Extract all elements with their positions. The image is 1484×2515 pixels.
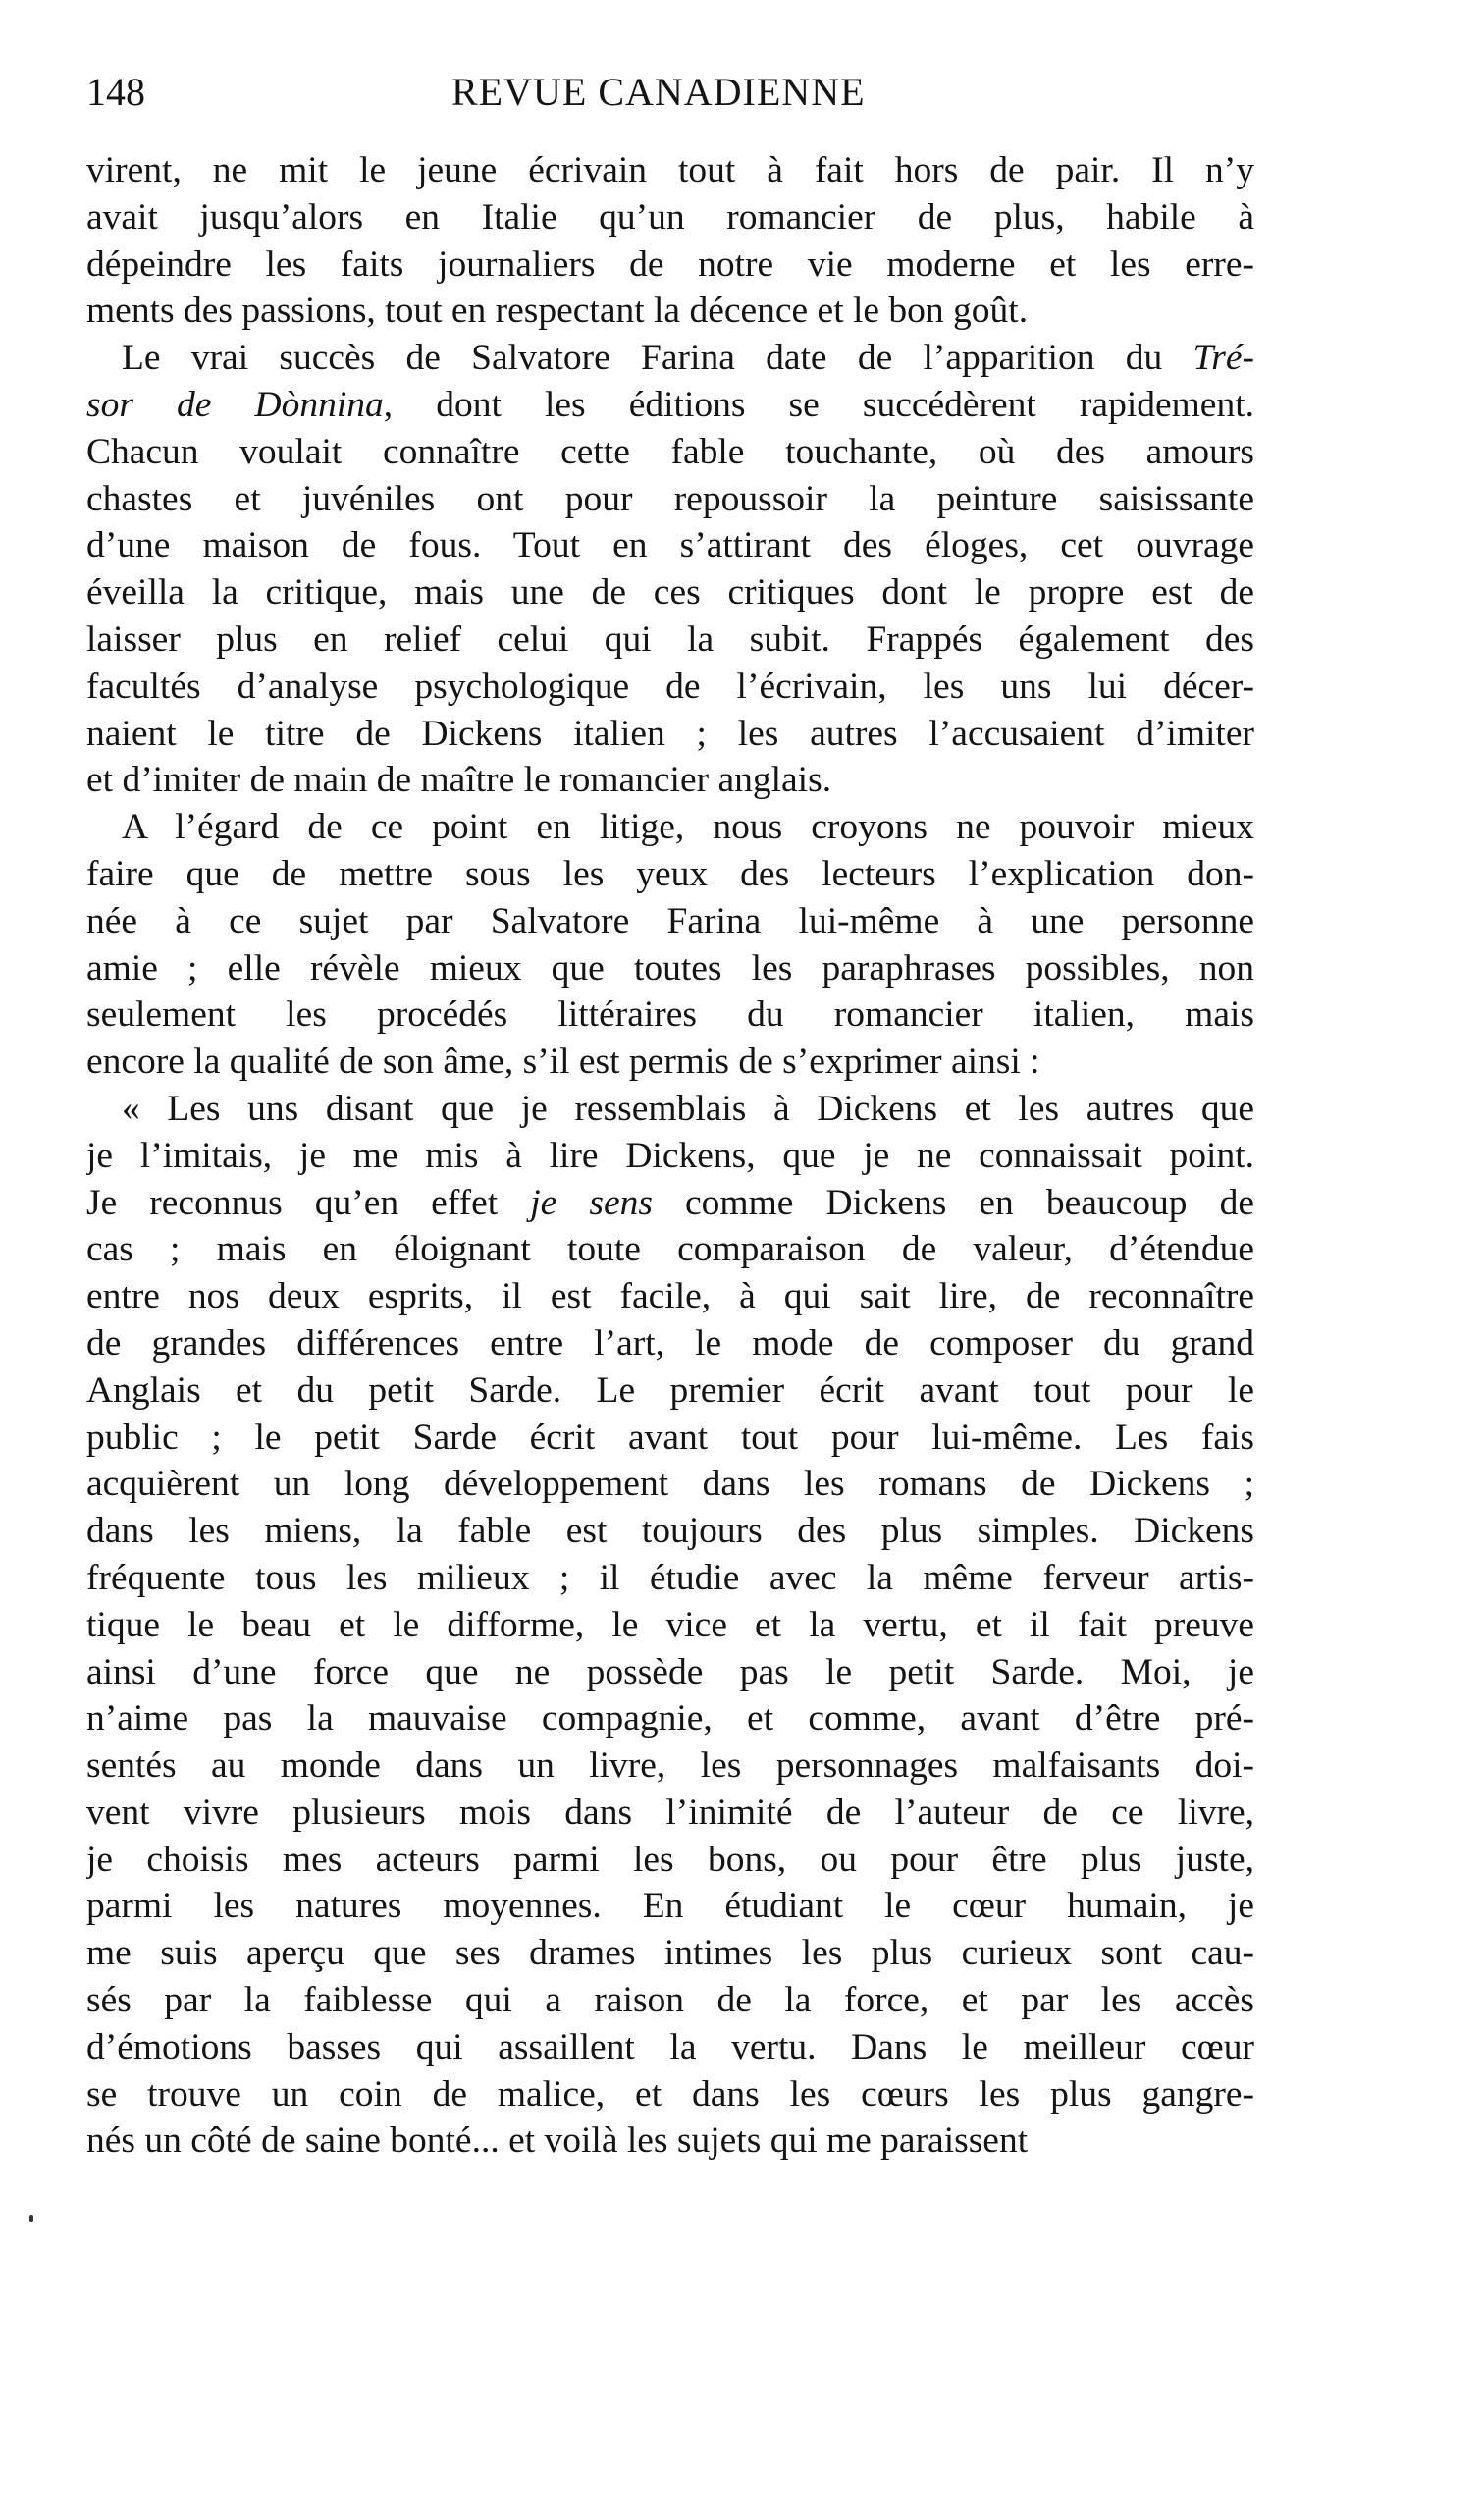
text-line [86,1742,1254,1790]
text-segment: et d’imiter de main de maître le romancier anglais. [86,760,832,801]
paragraph [86,147,1254,335]
italic-text: sor de Dònnina [86,384,384,425]
paragraph [86,335,1254,804]
text-line [86,1461,1254,1508]
text-line [86,991,1254,1039]
text-line [86,1039,1254,1086]
text-segment: née à ce sujet par Salvatore Farina lui-même à une personne [86,900,1254,941]
text-line [86,1790,1254,1837]
text-line [86,382,1254,429]
text-segment: naient le titre de Dickens italien ; les autres l’accusaient d’imiter [86,713,1254,754]
text-line [86,1086,1254,1133]
text-line [86,147,1254,194]
text-line [86,1837,1254,1884]
text-segment: seulement les procédés littéraires du romancier italien, mais [86,994,1254,1036]
text-line [86,757,1254,804]
text-segment: vent vivre plusieurs mois dans l’inimité de l’auteur de ce livre, [86,1792,1254,1833]
text-segment: tique le beau et le difforme, le vice et la vertu, et il fait preuve [86,1604,1254,1645]
text-line [86,1649,1254,1696]
text-segment: d’une maison de fous. Tout en s’attirant des éloges, cet ouvrage [86,525,1254,566]
text-line [86,1415,1254,1462]
text-segment: virent, ne mit le jeune écrivain tout à fait hors de pair. Il n’y [86,150,1254,190]
text-segment: Le vrai succès de Salvatore Farina date de l’apparition du [122,338,1193,379]
text-segment: me suis aperçu que ses drames intimes les plus curieux sont cau- [86,1933,1254,1974]
text-segment: encore la qualité de son âme, s’il est permis de s’exprimer ainsi : [86,1042,1040,1083]
text-segment: éveilla la critique, mais une de ces critiques dont le propre est de [86,572,1254,614]
text-segment: , dont les éditions se succédèrent rapidement. [383,384,1254,425]
text-line [86,1508,1254,1555]
text-line [86,241,1254,289]
text-segment: nés un côté de saine bonté... et voilà les sujets qui me paraissent [86,2120,1029,2162]
text-line [86,194,1254,241]
text-line [86,476,1254,523]
text-segment: dans les miens, la fable est toujours des plus simples. Dickens [86,1511,1254,1552]
text-segment: parmi les natures moyennes. En étudiant le cœur humain, je [86,1886,1254,1927]
text-line [86,429,1254,476]
text-line [86,851,1254,898]
text-segment: Anglais et du petit Sarde. Le premier écrit avant tout pour le [86,1369,1254,1411]
text-segment: avait jusqu’alors en Italie qu’un romancier de plus, habile à [86,196,1254,238]
text-segment: amie ; elle révèle mieux que toutes les paraphrases possibles, non [86,947,1254,989]
text-segment: sentés au monde dans un livre, les personnages malfaisants doi- [86,1745,1254,1787]
text-segment: sés par la faiblesse qui a raison de la force, et par les accès [86,1980,1254,2021]
text-line [86,335,1254,382]
text-line [86,1883,1254,1930]
text-segment: comme Dickens en beaucoup de [652,1182,1254,1223]
text-line [86,1320,1254,1367]
text-segment: ainsi d’une force que ne possède pas le petit Sarde. Moi, je [86,1651,1254,1692]
text-line [86,945,1254,992]
text-segment: facultés d’analyse psychologique de l’écrivain, les uns lui décer- [86,666,1254,707]
text-segment: se trouve un coin de malice, et dans les cœurs les plus gangre- [86,2073,1254,2114]
scan-speck [29,2215,33,2222]
text-line [86,288,1254,335]
text-segment: Je reconnus qu’en effet [86,1182,531,1223]
text-line [86,1367,1254,1415]
text-segment: A l’égard de ce point en litige, nous croyons ne pouvoir mieux [122,807,1254,848]
body-text [86,147,1254,2165]
text-segment: je l’imitais, je me mis à lire Dickens, que je ne connaissait point. [86,1135,1254,1176]
text-line [86,1977,1254,2024]
text-line [86,804,1254,851]
paragraph [86,804,1254,1086]
page-number: 148 [86,70,145,114]
text-segment: dépeindre les faits journaliers de notre vie moderne et les erre- [86,243,1254,285]
text-segment: « Les uns disant que je ressemblais à Dickens et les autres que [122,1088,1254,1129]
paragraph [86,1086,1254,2165]
text-line [86,1180,1254,1227]
text-segment: faire que de mettre sous les yeux des lecteurs l’explication don- [86,853,1254,894]
text-segment: chastes et juvéniles ont pour repoussoir la peinture saisissante [86,478,1254,519]
text-segment: cas ; mais en éloignant toute comparaison de valeur, d’étendue [86,1229,1254,1270]
text-line [86,2117,1254,2165]
page-header [86,63,1264,122]
text-segment: de grandes différences entre l’art, le mode de composer du grand [86,1322,1254,1364]
text-line [86,1133,1254,1180]
text-segment: je choisis mes acteurs parmi les bons, ou pour être plus juste, [86,1839,1254,1880]
text-segment: d’émotions basses qui assaillent la vertu. Dans le meilleur cœur [86,2026,1254,2067]
text-line [86,1226,1254,1273]
text-line [86,1602,1254,1649]
text-segment: laisser plus en relief celui qui la subit. Frappés également des [86,618,1254,660]
italic-text: je sens [530,1182,653,1223]
text-line [86,711,1254,758]
text-line [86,522,1254,569]
text-line [86,2024,1254,2071]
text-segment: ments des passions, tout en respectant la décence et le bon goût. [86,291,1029,332]
text-segment: Chacun voulait connaître cette fable touchante, où des amours [86,431,1254,472]
italic-text: Tré- [1192,338,1254,379]
text-segment: acquièrent un long développement dans les romans de Dickens ; [86,1464,1254,1505]
text-line [86,1930,1254,1977]
text-line [86,2071,1254,2118]
text-segment: n’aime pas la mauvaise compagnie, et comme, avant d’être pré- [86,1698,1254,1739]
text-segment: public ; le petit Sarde écrit avant tout pour lui-même. Les fais [86,1417,1254,1458]
text-line [86,1273,1254,1320]
text-line [86,1695,1254,1742]
text-line [86,1555,1254,1602]
text-segment: fréquente tous les milieux ; il étudie avec la même ferveur artis- [86,1557,1254,1598]
text-segment: entre nos deux esprits, il est facile, à qui sait lire, de reconnaître [86,1276,1254,1317]
text-line [86,616,1254,664]
text-line [86,664,1254,711]
running-title: REVUE CANADIENNE [451,70,866,114]
text-line [86,898,1254,945]
text-line [86,569,1254,616]
